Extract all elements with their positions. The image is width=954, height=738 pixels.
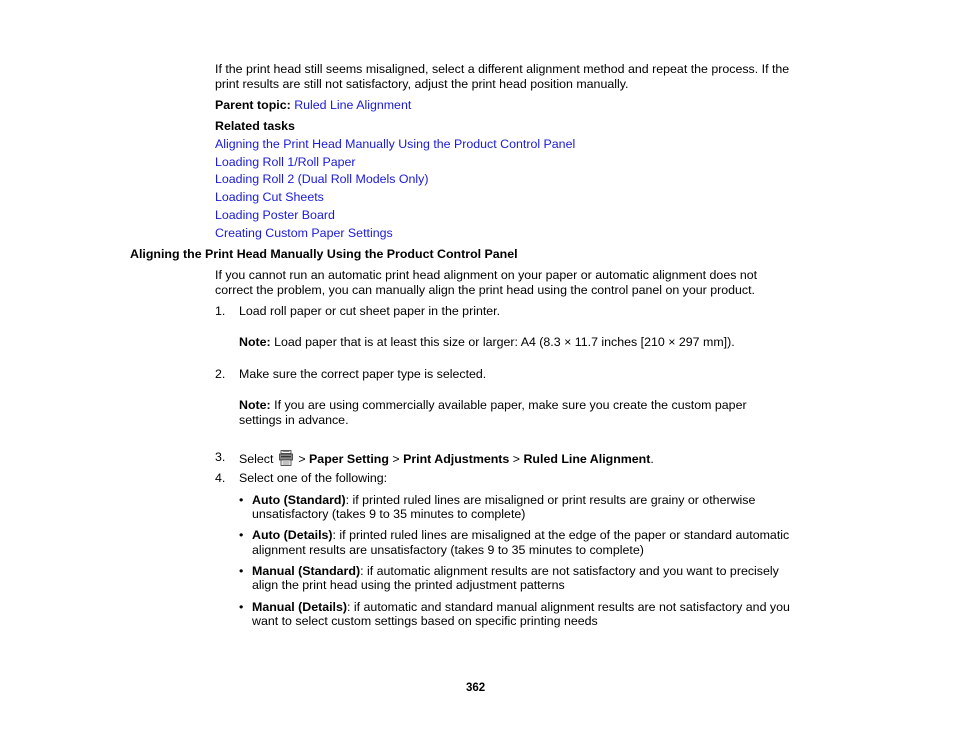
option-desc: : if automatic alignment results are not satisfactory and you want to precisely xyxy=(360,564,779,578)
option-manual-standard-line-2: align the print head using the printed adjustment patterns xyxy=(252,578,565,592)
related-link-roll1[interactable]: Loading Roll 1/Roll Paper xyxy=(215,155,356,169)
step-text: Load roll paper or cut sheet paper in the printer. xyxy=(239,304,501,318)
step-text: Select one of the following: xyxy=(239,471,388,485)
note-text: If you are using commercially available paper, make sure you create the custom paper xyxy=(274,398,747,412)
step-3 xyxy=(215,450,225,465)
menu-separator: > xyxy=(298,452,306,466)
related-link-cut-sheets[interactable]: Loading Cut Sheets xyxy=(215,190,324,204)
step-end-period: . xyxy=(650,452,654,466)
option-name: Auto (Details) xyxy=(252,528,333,542)
step-1 xyxy=(215,304,501,319)
parent-topic-link[interactable]: Ruled Line Alignment xyxy=(294,98,412,112)
option-bullet: • xyxy=(239,600,244,614)
step-number: 1. xyxy=(215,304,226,318)
step-3-text xyxy=(239,450,654,467)
note-text: Load paper that is at least this size or larger: A4 (8.3 × 11.7 inches [210 × 297 mm]). xyxy=(274,335,735,349)
related-link-roll2[interactable]: Loading Roll 2 (Dual Roll Models Only) xyxy=(215,172,429,186)
option-desc: : if automatic and standard manual alignment results are not satisfactory and you xyxy=(347,600,790,614)
option-manual-details-line-2: want to select custom settings based on specific printing needs xyxy=(252,614,598,628)
section-intro-line-1: If you cannot run an automatic print head alignment on your paper or automatic alignment does not xyxy=(215,268,758,282)
option-name: Manual (Details) xyxy=(252,600,348,614)
menu-print-adjustments: Print Adjustments xyxy=(403,452,510,466)
parent-topic xyxy=(215,98,411,113)
section-intro-line-2: correct the problem, you can manually align the print head using the control panel on your product. xyxy=(215,283,756,297)
parent-topic-label: Parent topic: xyxy=(215,98,291,112)
step-select-word: Select xyxy=(239,452,274,466)
section-heading: Aligning the Print Head Manually Using the Product Control Panel xyxy=(130,247,518,261)
note-2-line-2: settings in advance. xyxy=(239,413,349,427)
paper-settings-icon xyxy=(279,450,293,466)
intro-line-2: print results are still not satisfactory, adjust the print head position manually. xyxy=(215,77,629,91)
step-2 xyxy=(215,367,487,382)
step-number: 2. xyxy=(215,367,226,381)
option-bullet: • xyxy=(239,528,244,542)
option-name: Manual (Standard) xyxy=(252,564,361,578)
option-desc: : if printed ruled lines are misaligned at the edge of the paper or standard automatic xyxy=(332,528,790,542)
step-4 xyxy=(215,471,388,486)
step-number: 3. xyxy=(215,450,226,464)
option-bullet: • xyxy=(239,493,244,507)
option-manual-standard xyxy=(252,564,779,579)
menu-separator: > xyxy=(392,452,400,466)
intro-line-1: If the print head still seems misaligned, select a different alignment method and repeat the process. If the xyxy=(215,62,790,76)
option-name: Auto (Standard) xyxy=(252,493,346,507)
note-label: Note: xyxy=(239,335,271,349)
related-link-manual-alignment[interactable]: Aligning the Print Head Manually Using the Product Control Panel xyxy=(215,137,576,151)
menu-paper-setting: Paper Setting xyxy=(309,452,389,466)
option-auto-details xyxy=(252,528,789,543)
related-tasks-heading: Related tasks xyxy=(215,119,295,133)
option-bullet: • xyxy=(239,564,244,578)
note-label: Note: xyxy=(239,398,271,412)
option-manual-details xyxy=(252,600,790,615)
option-auto-standard xyxy=(252,493,755,508)
menu-separator: > xyxy=(512,452,521,466)
related-link-poster-board[interactable]: Loading Poster Board xyxy=(215,208,335,222)
option-auto-standard-line-2: unsatisfactory (takes 9 to 35 minutes to complete) xyxy=(252,507,526,521)
menu-ruled-line-alignment: Ruled Line Alignment xyxy=(523,452,651,466)
option-desc: : if printed ruled lines are misaligned or print results are grainy or otherwise xyxy=(345,493,756,507)
related-link-custom-paper[interactable]: Creating Custom Paper Settings xyxy=(215,226,393,240)
page-number: 362 xyxy=(466,682,486,694)
step-number: 4. xyxy=(215,471,226,485)
step-text: Make sure the correct paper type is selected. xyxy=(239,367,487,381)
option-auto-details-line-2: alignment results are unsatisfactory (takes 9 to 35 minutes to complete) xyxy=(252,543,644,557)
note-2 xyxy=(239,398,747,413)
note-1 xyxy=(239,335,735,350)
